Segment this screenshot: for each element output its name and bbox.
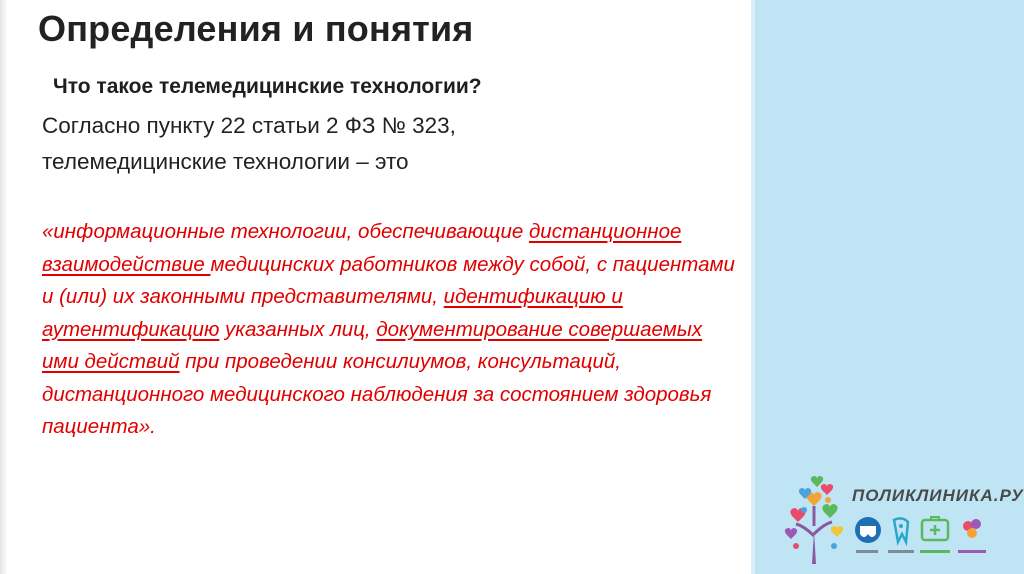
- tooth-doctor-icon: [894, 518, 908, 542]
- quote-underlined-1: дистанционное взаимодействие: [42, 220, 682, 276]
- slide-title: Определения и понятия: [38, 8, 474, 49]
- quote-underlined-2: идентификацию и аутентификацию: [42, 285, 623, 341]
- intro-line-1: Согласно пункту 22 статьи 2 ФЗ № 323,: [42, 113, 456, 138]
- tree-logo-icon: [782, 476, 846, 566]
- question-heading: Что такое телемедицинские технологии?: [53, 75, 482, 98]
- definition-quote: [42, 216, 742, 444]
- intro-text: [42, 108, 732, 180]
- quote-underlined-3: документирование совершаемых ими действий: [42, 317, 703, 373]
- quote-part-1: «информационные технологии, обеспечивающие: [42, 220, 529, 243]
- quote-part-2: медицинских работников между собой, с пациентами и (или) их законными представителями,: [42, 252, 735, 308]
- partner-icons: [854, 514, 1024, 564]
- medical-case-icon: [922, 517, 948, 540]
- brand-logo: [782, 476, 1022, 568]
- zub-ru-icon: [855, 517, 881, 543]
- quote-part-3: указанных лиц,: [219, 317, 377, 341]
- intro-line-2: телемедицинские технологии – это: [42, 149, 409, 174]
- heart-balloons-icon: [963, 519, 981, 538]
- brand-name: ПОЛИКЛИНИКА.РУ: [852, 486, 1024, 505]
- quote-part-4: при проведении консилиумов, консультаций, дистанционного медицинского наблюдения за состоянием здоровья пациента».: [42, 350, 712, 438]
- slide-edge-shadow: [0, 0, 8, 574]
